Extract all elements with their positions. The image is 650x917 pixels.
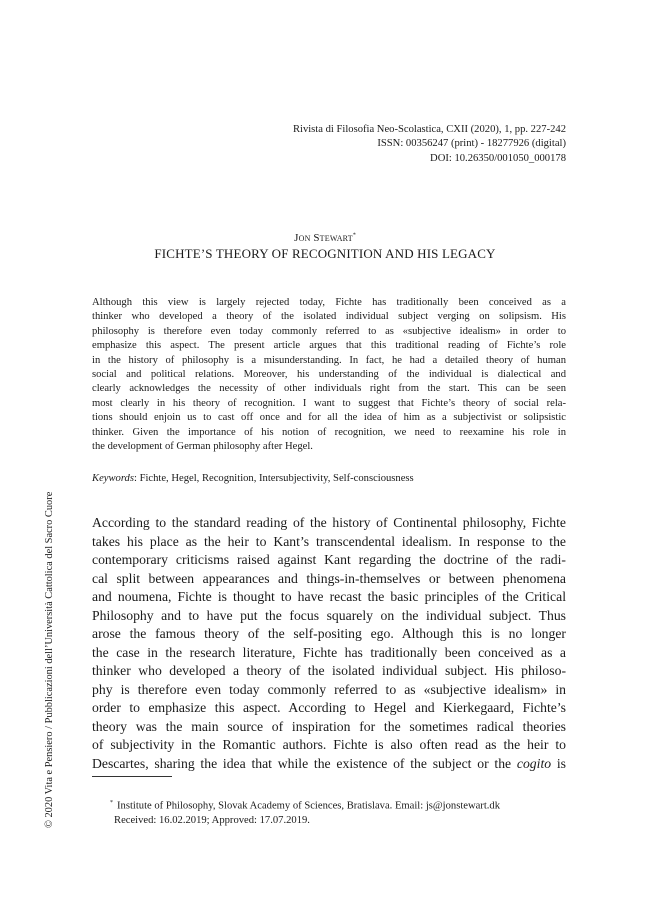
footnote [110, 796, 501, 828]
body-line: cal split between appearances and things-in-themselves or between phenomena [92, 570, 566, 586]
abstract-line: philosophy is therefore even today commonly referred to as «subjective idealism» in order to [92, 325, 566, 337]
body-line: arose the famous theory of the self-positing ego. Although this is no longer [92, 626, 566, 641]
keywords-label: Keywords [92, 473, 134, 484]
abstract-line: in the history of philosophy is a misunderstanding. In fact, he had a detailed theory of human [92, 354, 566, 366]
body-line: theory was the main source of inspiration for the sometimes radical theories [92, 718, 566, 734]
body-line: thinker who developed a theory of the isolated individual subject. His philoso- [92, 663, 566, 678]
body-line: Philosophy and to have put the focus squarely on the individual subject. Thus [92, 607, 566, 623]
abstract-line: thinker. Given the importance of his notion of recognition, we need to reexamine his role in [92, 426, 566, 438]
body-line: of subjectivity in the Romantic authors. Fichte is also often read as the heir to [92, 737, 566, 752]
author-name [0, 232, 650, 244]
journal-line: Rivista di Filosofia Neo-Scolastica, CXII (2020), 1, pp. 227-242 [292, 124, 566, 135]
abstract-line: thinker who developed a theory of the isolated individual subject verging on solipsism. His [92, 311, 566, 323]
body-line: takes his place as the heir to Kant’s transcendental idealism. In response to the [92, 533, 566, 549]
author-last-name: Stewart [313, 232, 353, 244]
keywords-list: : Fichte, Hegel, Recognition, Intersubjectivity, Self-consciousness [133, 473, 414, 484]
body-paragraph [92, 514, 566, 755]
abstract-line: social and political relations. Moreover, his understanding of the individual is dialectical and [92, 369, 566, 381]
body-line: contemporary criticisms raised against Kant regarding the doctrine of the radi- [92, 552, 566, 567]
keywords [92, 472, 414, 486]
abstract-line: tions should enjoin us to cast off once and for all the idea of him as a subjectivist or solipsistic [92, 412, 566, 424]
journal-citation [293, 123, 566, 166]
body-line: phy is therefore even today commonly referred to as «subjective idealism» in [92, 681, 566, 697]
body-line: order to emphasize this aspect. According to Hegel and Kierkegaard, Fichte’s [92, 700, 566, 715]
body-line: the case in the research literature, Fichte has traditionally been conceived as a [92, 644, 566, 660]
abstract-line: the development of German philosophy after Hegel. [92, 441, 313, 453]
footnote-divider [92, 776, 172, 777]
body-line: and noumena, Fichte is thought to have recast the basic principles of the Critical [92, 589, 566, 604]
footnote-affiliation: Institute of Philosophy, Slovak Academy of Sciences, Bratislava. Email: js@jonstewart.dk [117, 800, 501, 812]
issn-line: ISSN: 00356247 (print) - 18277926 (digital) [377, 138, 566, 150]
footnote-mark: * [110, 800, 113, 806]
footnote-dates: Received: 16.02.2019; Approved: 17.07.2019. [114, 814, 310, 826]
abstract-line: most clearly in his theory of recognition. I want to suggest that Fichte’s theory of social rela- [92, 397, 566, 409]
copyright-sidebar: © 2020 Vita e Pensiero / Pubblicazioni dell’Università Cattolica del Sacro Cuore [44, 491, 55, 828]
author-footnote-mark: * [352, 232, 356, 239]
doi-line: DOI: 10.26350/001050_000178 [430, 152, 566, 164]
abstract-line: Although this view is largely rejected today, Fichte has traditionally been conceived as a [92, 297, 566, 308]
body-line: According to the standard reading of the history of Continental philosophy, Fichte [92, 515, 566, 530]
article-title: FICHTE’S THEORY OF RECOGNITION AND HIS LEGACY [154, 246, 496, 261]
abstract-line: clearly acknowledges the necessity of other individuals right from the start. This can be seen [92, 383, 566, 395]
abstract [92, 296, 566, 454]
italic-term: cogito [516, 755, 552, 771]
author-first-name: Jon [294, 232, 311, 244]
abstract-line: emphasize this aspect. The present article argues that this traditional reading of Fichte’s role [92, 340, 566, 352]
body-line: Descartes, sharing the idea that while the existence of the subject or the cogito is [92, 755, 566, 771]
body-text [92, 514, 566, 773]
